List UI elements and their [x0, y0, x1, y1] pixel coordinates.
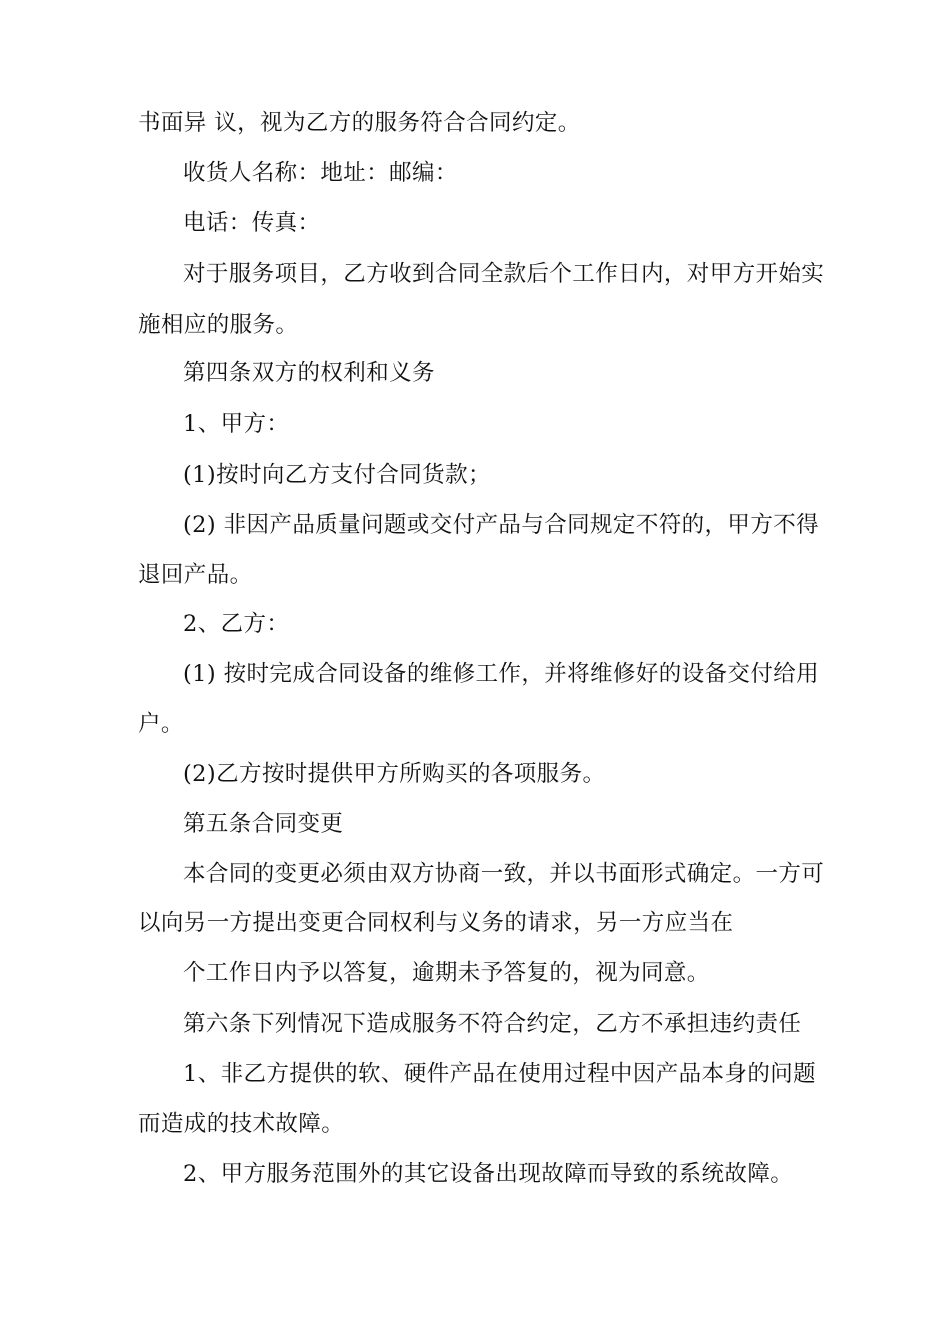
list-item: 2、乙方：: [183, 611, 290, 637]
list-item: (1) 按时完成合同设备的维修工作，并将维修好的设备交付给用: [183, 661, 820, 687]
paragraph-line: 书面异 议，视为乙方的服务符合合同约定。: [138, 110, 581, 136]
list-item: (2)乙方按时提供甲方所购买的各项服务。: [183, 761, 606, 787]
paragraph-line: 以向另一方提出变更合同权利与义务的请求，另一方应当在: [138, 910, 734, 936]
list-item: 1、非乙方提供的软、硬件产品在使用过程中因产品本身的问题: [183, 1061, 817, 1087]
list-item: (2) 非因产品质量问题或交付产品与合同规定不符的，甲方不得: [183, 512, 820, 538]
paragraph-line: 个工作日内予以答复，逾期未予答复的，视为同意。: [183, 960, 710, 986]
section-heading: 第四条双方的权利和义务: [183, 360, 435, 386]
list-item: (1)按时向乙方支付合同货款；: [183, 462, 491, 488]
paragraph-line: 施相应的服务。: [138, 312, 299, 338]
list-item: 1、甲方：: [183, 411, 290, 437]
paragraph-line: 收货人名称：地址：邮编：: [183, 160, 458, 186]
paragraph-line: 退回产品。: [138, 562, 253, 588]
paragraph-line: 本合同的变更必须由双方协商一致，并以书面形式确定。一方可: [183, 861, 825, 887]
section-heading: 第六条下列情况下造成服务不符合约定，乙方不承担违约责任: [183, 1011, 802, 1037]
list-item: 2、甲方服务范围外的其它设备出现故障而导致的系统故障。: [183, 1161, 794, 1187]
section-heading: 第五条合同变更: [183, 811, 344, 837]
paragraph-line: 而造成的技术故障。: [138, 1111, 345, 1137]
paragraph-line: 对于服务项目，乙方收到合同全款后个工作日内，对甲方开始实: [183, 261, 825, 287]
paragraph-line: 户。: [138, 711, 184, 737]
paragraph-line: 电话：传真：: [183, 210, 321, 236]
